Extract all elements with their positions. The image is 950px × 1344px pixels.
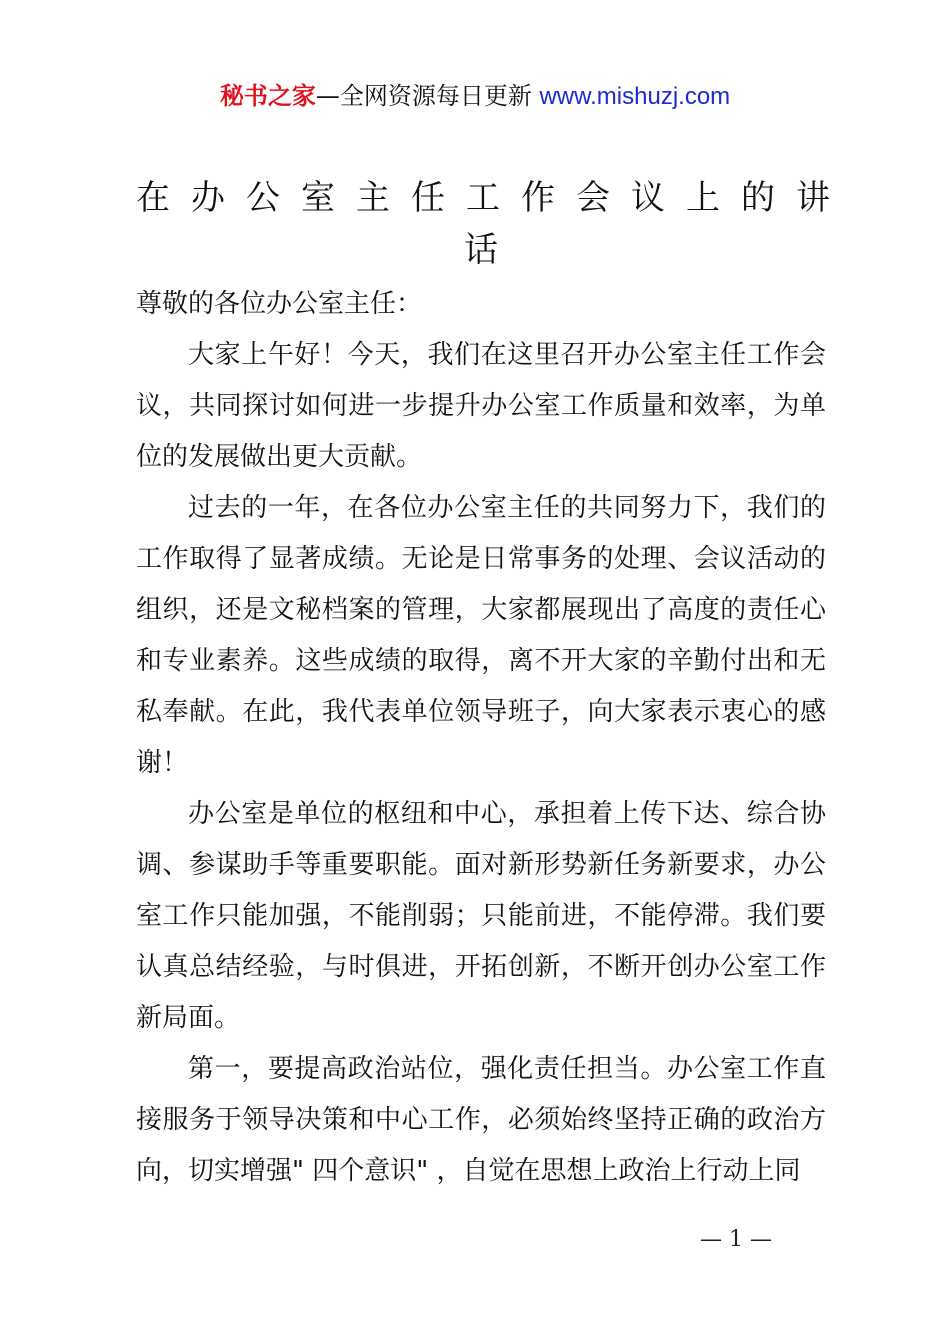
document-body — [136, 279, 826, 1197]
site-banner — [0, 78, 950, 115]
salutation: 尊敬的各位办公室主任： — [136, 289, 423, 319]
site-url-link[interactable]: www.mishuzj.com — [539, 83, 731, 110]
page-number: — 1 — — [700, 1227, 772, 1252]
paragraph-3: 办公室是单位的枢纽和中心，承担着上传下达、综合协调、参谋助手等重要职能。面对新形势新任务新要求，办公室工作只能加强，不能削弱；只能前进，不能停滞。我们要认真总结经验，与时俱进，开拓创新，不断开创办公室工作新局面。 — [136, 799, 826, 1033]
title-line-1: 在办公室主任工作会议上的讲 — [136, 178, 851, 218]
document-title — [136, 172, 851, 276]
title-line-2: 话 — [464, 230, 519, 270]
paragraph-2: 过去的一年，在各位办公室主任的共同努力下，我们的工作取得了显著成绩。无论是日常事务的处理、会议活动的组织，还是文秘档案的管理，大家都展现出了高度的责任心和专业素养。这些成绩的取得，离不开大家的辛勤付出和无私奉献。在此，我代表单位领导班子，向大家表示衷心的感谢！ — [136, 493, 826, 778]
paragraph-4: 第一，要提高政治站位，强化责任担当。办公室工作直接服务于领导决策和中心工作，必须始终坚持正确的政治方向，切实增强" 四个意识" ，自觉在思想上政治上行动上同 — [136, 1054, 826, 1186]
banner-tagline: —全网资源每日更新 — [315, 82, 532, 110]
paragraph-1: 大家上午好！今天，我们在这里召开办公室主任工作会议，共同探讨如何进一步提升办公室工作质量和效率，为单位的发展做出更大贡献。 — [136, 340, 826, 472]
brand-name: 秘书之家 — [219, 82, 316, 110]
